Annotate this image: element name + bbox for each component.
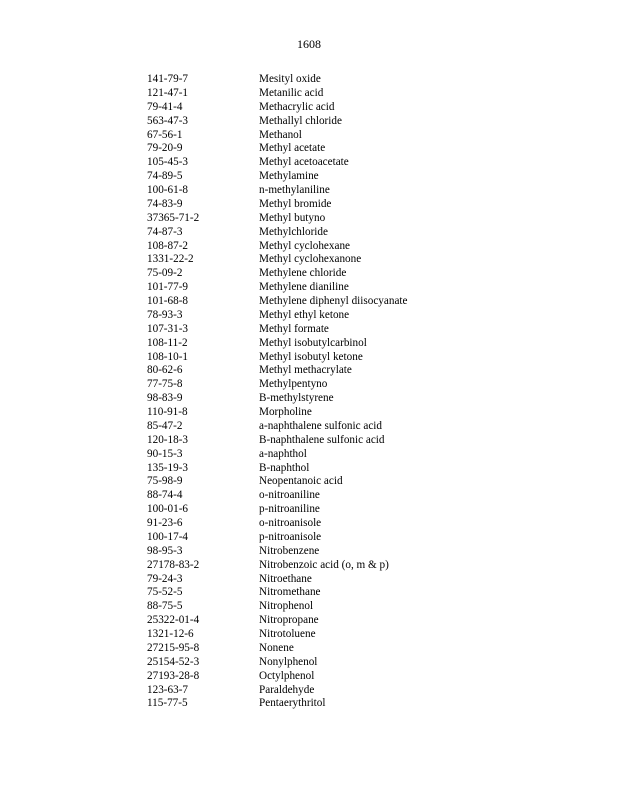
cas-number: 90-15-3	[147, 447, 183, 460]
list-item	[0, 475, 618, 489]
cas-number: 108-87-2	[147, 239, 189, 252]
cas-number: 98-83-9	[147, 392, 183, 405]
cas-number: 108-11-2	[147, 336, 188, 349]
cas-number: 74-89-5	[147, 170, 183, 183]
chemical-name: Methylpentyno	[259, 378, 328, 391]
cas-number: 115-77-5	[147, 697, 188, 710]
cas-number: 141-79-7	[147, 73, 189, 85]
cas-number: 85-47-2	[147, 419, 183, 432]
chemical-name: n-methylaniline	[259, 184, 330, 196]
list-item	[0, 517, 618, 531]
list-item	[0, 101, 618, 115]
list-item	[0, 448, 618, 462]
chemical-name: Nitropropane	[259, 614, 319, 627]
cas-number: 27193-28-8	[147, 669, 200, 682]
cas-number: 74-87-3	[147, 225, 183, 238]
list-item	[0, 559, 618, 573]
cas-number: 100-17-4	[147, 530, 189, 543]
chemical-name: Nitrobenzoic acid (o, m & p)	[259, 558, 389, 571]
list-item	[0, 462, 618, 476]
list-item	[0, 628, 618, 642]
cas-number: 75-98-9	[147, 475, 183, 488]
cas-number: 121-47-1	[147, 86, 189, 99]
list-item	[0, 226, 618, 240]
list-item	[0, 489, 618, 503]
list-item	[0, 434, 618, 448]
list-item	[0, 684, 618, 698]
cas-number: 110-91-8	[147, 406, 188, 418]
cas-number: 88-74-4	[147, 489, 183, 502]
chemical-name: Paraldehyde	[259, 683, 315, 696]
cas-number: 78-93-3	[147, 308, 183, 321]
chemical-name: B-naphthalene sulfonic acid	[259, 433, 385, 446]
chemical-name: p-nitroanisole	[259, 530, 322, 543]
chemical-name: Methylene chloride	[259, 267, 347, 280]
list-item	[0, 115, 618, 129]
cas-number: 27178-83-2	[147, 558, 200, 571]
list-item	[0, 670, 618, 684]
cas-number: 27215-95-8	[147, 641, 200, 654]
cas-number: 88-75-5	[147, 600, 183, 613]
cas-number: 37365-71-2	[147, 211, 200, 224]
list-item	[0, 129, 618, 143]
cas-number: 98-95-3	[147, 544, 183, 557]
chemical-name: Methyl butyno	[259, 211, 326, 224]
list-item	[0, 573, 618, 587]
chemical-name: Metanilic acid	[259, 86, 324, 99]
cas-number: 101-68-8	[147, 295, 189, 307]
chemical-name: Methylamine	[259, 170, 319, 183]
list-item	[0, 600, 618, 614]
list-item	[0, 267, 618, 281]
chemical-name: Methyl bromide	[259, 197, 332, 210]
list-item	[0, 295, 618, 309]
list-item	[0, 364, 618, 378]
list-item	[0, 656, 618, 670]
cas-number: 25154-52-3	[147, 655, 200, 668]
chemical-name: Nitrobenzene	[259, 544, 320, 557]
list-item	[0, 337, 618, 351]
list-item	[0, 392, 618, 406]
cas-number: 563-47-3	[147, 114, 189, 127]
list-item	[0, 378, 618, 392]
cas-number: 77-75-8	[147, 378, 183, 391]
list-item	[0, 198, 618, 212]
chemical-name: Nitrophenol	[259, 600, 314, 613]
list-item	[0, 309, 618, 323]
cas-number: 135-19-3	[147, 461, 189, 474]
list-item	[0, 351, 618, 365]
list-item	[0, 697, 618, 711]
list-item	[0, 420, 618, 434]
cas-number: 80-62-6	[147, 364, 183, 377]
cas-number: 74-83-9	[147, 197, 183, 210]
list-item	[0, 642, 618, 656]
cas-number: 79-24-3	[147, 572, 183, 585]
chemical-name: Nitroethane	[259, 572, 312, 585]
chemical-list	[0, 73, 618, 711]
list-item	[0, 503, 618, 517]
chemical-name: o-nitroanisole	[259, 517, 322, 529]
chemical-name: Methyl acetate	[259, 142, 326, 155]
chemical-name: Methallyl chloride	[259, 114, 342, 127]
chemical-name: Morpholine	[259, 406, 312, 418]
cas-number: 107-31-3	[147, 322, 189, 335]
chemical-name: p-nitroaniline	[259, 503, 320, 516]
list-item	[0, 184, 618, 198]
chemical-name: Nonylphenol	[259, 655, 318, 668]
chemical-name: a-naphthalene sulfonic acid	[259, 419, 383, 432]
list-item	[0, 531, 618, 545]
chemical-name: Methanol	[259, 128, 302, 141]
list-item	[0, 323, 618, 337]
chemical-name: Methyl cyclohexane	[259, 239, 351, 252]
list-item	[0, 253, 618, 267]
chemical-name: Methylchloride	[259, 225, 328, 238]
cas-number: 120-18-3	[147, 433, 189, 446]
cas-number: 105-45-3	[147, 156, 189, 169]
chemical-name: Methyl acetoacetate	[259, 156, 349, 169]
cas-number: 79-41-4	[147, 100, 183, 113]
list-item	[0, 142, 618, 156]
chemical-name: B-naphthol	[259, 461, 310, 474]
chemical-name: Nonene	[259, 641, 294, 654]
cas-number: 1321-12-6	[147, 628, 194, 640]
page-number: 1608	[297, 37, 321, 51]
cas-number: 75-52-5	[147, 586, 183, 599]
chemical-name: Methyl ethyl ketone	[259, 308, 350, 321]
cas-number: 101-77-9	[147, 281, 189, 294]
chemical-name: Neopentanoic acid	[259, 475, 343, 488]
chemical-name: Methyl isobutyl ketone	[259, 350, 363, 363]
cas-number: 100-61-8	[147, 184, 189, 196]
list-item	[0, 545, 618, 559]
list-item	[0, 73, 618, 87]
cas-number: 1331-22-2	[147, 253, 194, 266]
chemical-name: Pentaerythritol	[259, 697, 326, 710]
cas-number: 79-20-9	[147, 142, 183, 155]
cas-number: 25322-01-4	[147, 614, 200, 627]
list-item	[0, 170, 618, 184]
cas-number: 67-56-1	[147, 128, 183, 141]
chemical-name: Methylene diphenyl diisocyanate	[259, 295, 408, 307]
chemical-name: B-methylstyrene	[259, 392, 334, 405]
list-item	[0, 212, 618, 226]
chemical-name: o-nitroaniline	[259, 489, 320, 502]
chemical-name: Methacrylic acid	[259, 100, 335, 113]
chemical-name: a-naphthol	[259, 447, 307, 460]
chemical-name: Octylphenol	[259, 669, 315, 682]
list-item	[0, 614, 618, 628]
cas-number: 91-23-6	[147, 517, 183, 529]
chemical-name: Methyl cyclohexanone	[259, 253, 362, 266]
list-item	[0, 240, 618, 254]
cas-number: 123-63-7	[147, 683, 189, 696]
chemical-name: Methyl isobutylcarbinol	[259, 336, 367, 349]
list-item	[0, 281, 618, 295]
chemical-name: Nitrotoluene	[259, 628, 316, 640]
list-item	[0, 406, 618, 420]
list-item	[0, 586, 618, 600]
chemical-name: Mesityl oxide	[259, 73, 321, 85]
cas-number: 108-10-1	[147, 350, 189, 363]
chemical-name: Nitromethane	[259, 586, 321, 599]
cas-number: 75-09-2	[147, 267, 183, 280]
list-item	[0, 87, 618, 101]
cas-number: 100-01-6	[147, 503, 189, 516]
chemical-name: Methylene dianiline	[259, 281, 349, 294]
chemical-name: Methyl methacrylate	[259, 364, 352, 377]
chemical-name: Methyl formate	[259, 322, 329, 335]
list-item	[0, 156, 618, 170]
